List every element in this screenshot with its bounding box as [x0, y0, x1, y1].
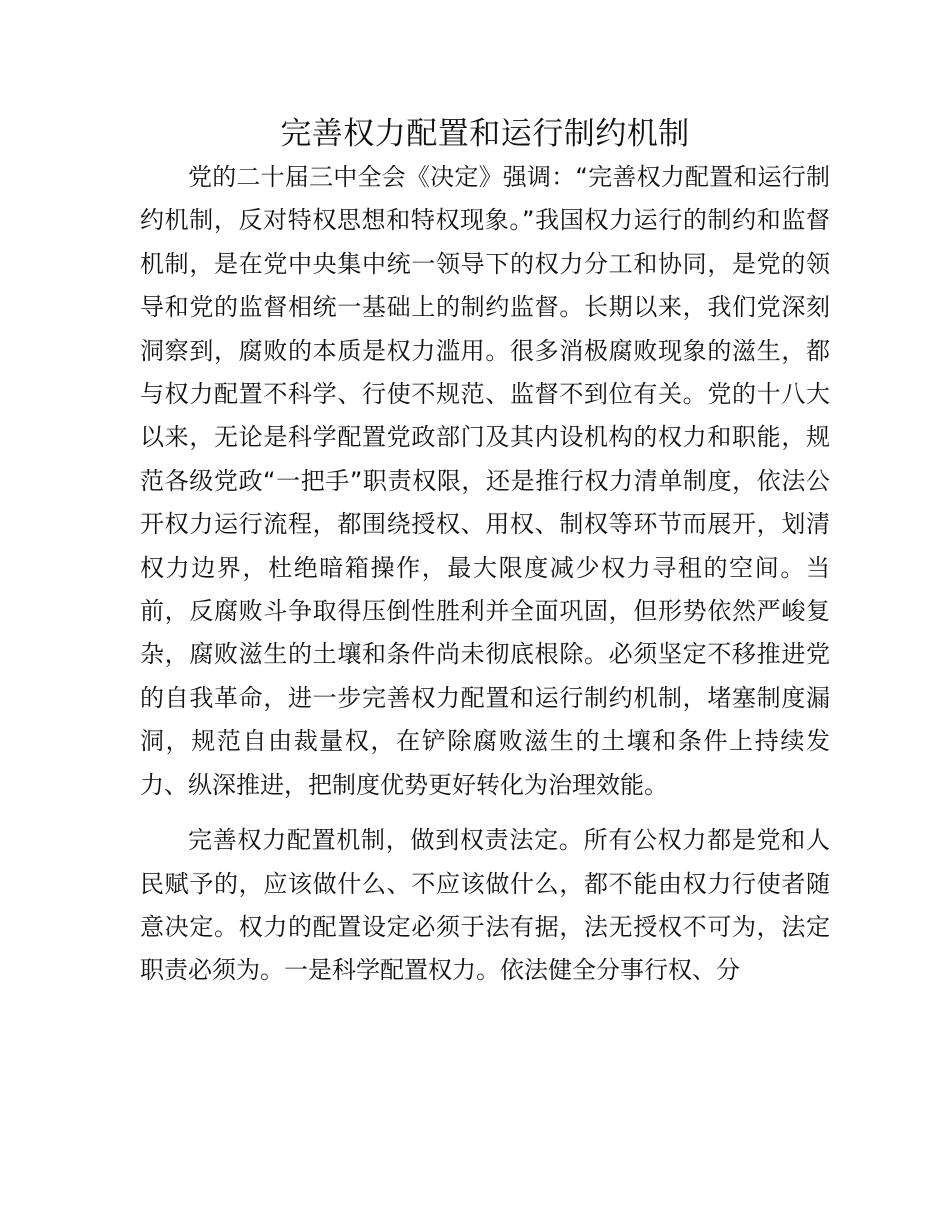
- paragraph-1: 党的二十届三中全会《决定》强调：“完善权力配置和运行制约机制，反对特权思想和特权现象。”我国权力运行的制约和监督机制，是在党中央集中统一领导下的权力分工和协同，是党的领导和党的监督相统一基础上的制约监督。长期以来，我们党深刻洞察到，腐败的本质是权力滥用。很多消极腐败现象的滋生，都与权力配置不科学、行使不规范、监督不到位有关。党的十八大以来，无论是科学配置党政部门及其内设机构的权力和职能，规范各级党政“一把手”职责权限，还是推行权力清单制度，依法公开权力运行流程，都围绕授权、用权、制权等环节而展开，划清权力边界，杜绝暗箱操作，最大限度减少权力寻租的空间。当前，反腐败斗争取得压倒性胜利并全面巩固，但形势依然严峻复杂，腐败滋生的土壤和条件尚未彻底根除。必须坚定不移推进党的自我革命，进一步完善权力配置和运行制约机制，堵塞制度漏洞，规范自由裁量权，在铲除腐败滋生的土壤和条件上持续发力、纵深推进，把制度优势更好转化为治理效能。: [140, 163, 830, 799]
- paragraph-2: 完善权力配置机制，做到权责法定。所有公权力都是党和人民赋予的，应该做什么、不应该做什么，都不能由权力行使者随意决定。权力的配置设定必须于法有据，法无授权不可为，法定职责必须为。一是科学配置权力。依法健全分事行权、分: [140, 826, 830, 985]
- document-title: 完善权力配置和运行制约机制: [280, 116, 690, 152]
- document-page: [140, 112, 830, 993]
